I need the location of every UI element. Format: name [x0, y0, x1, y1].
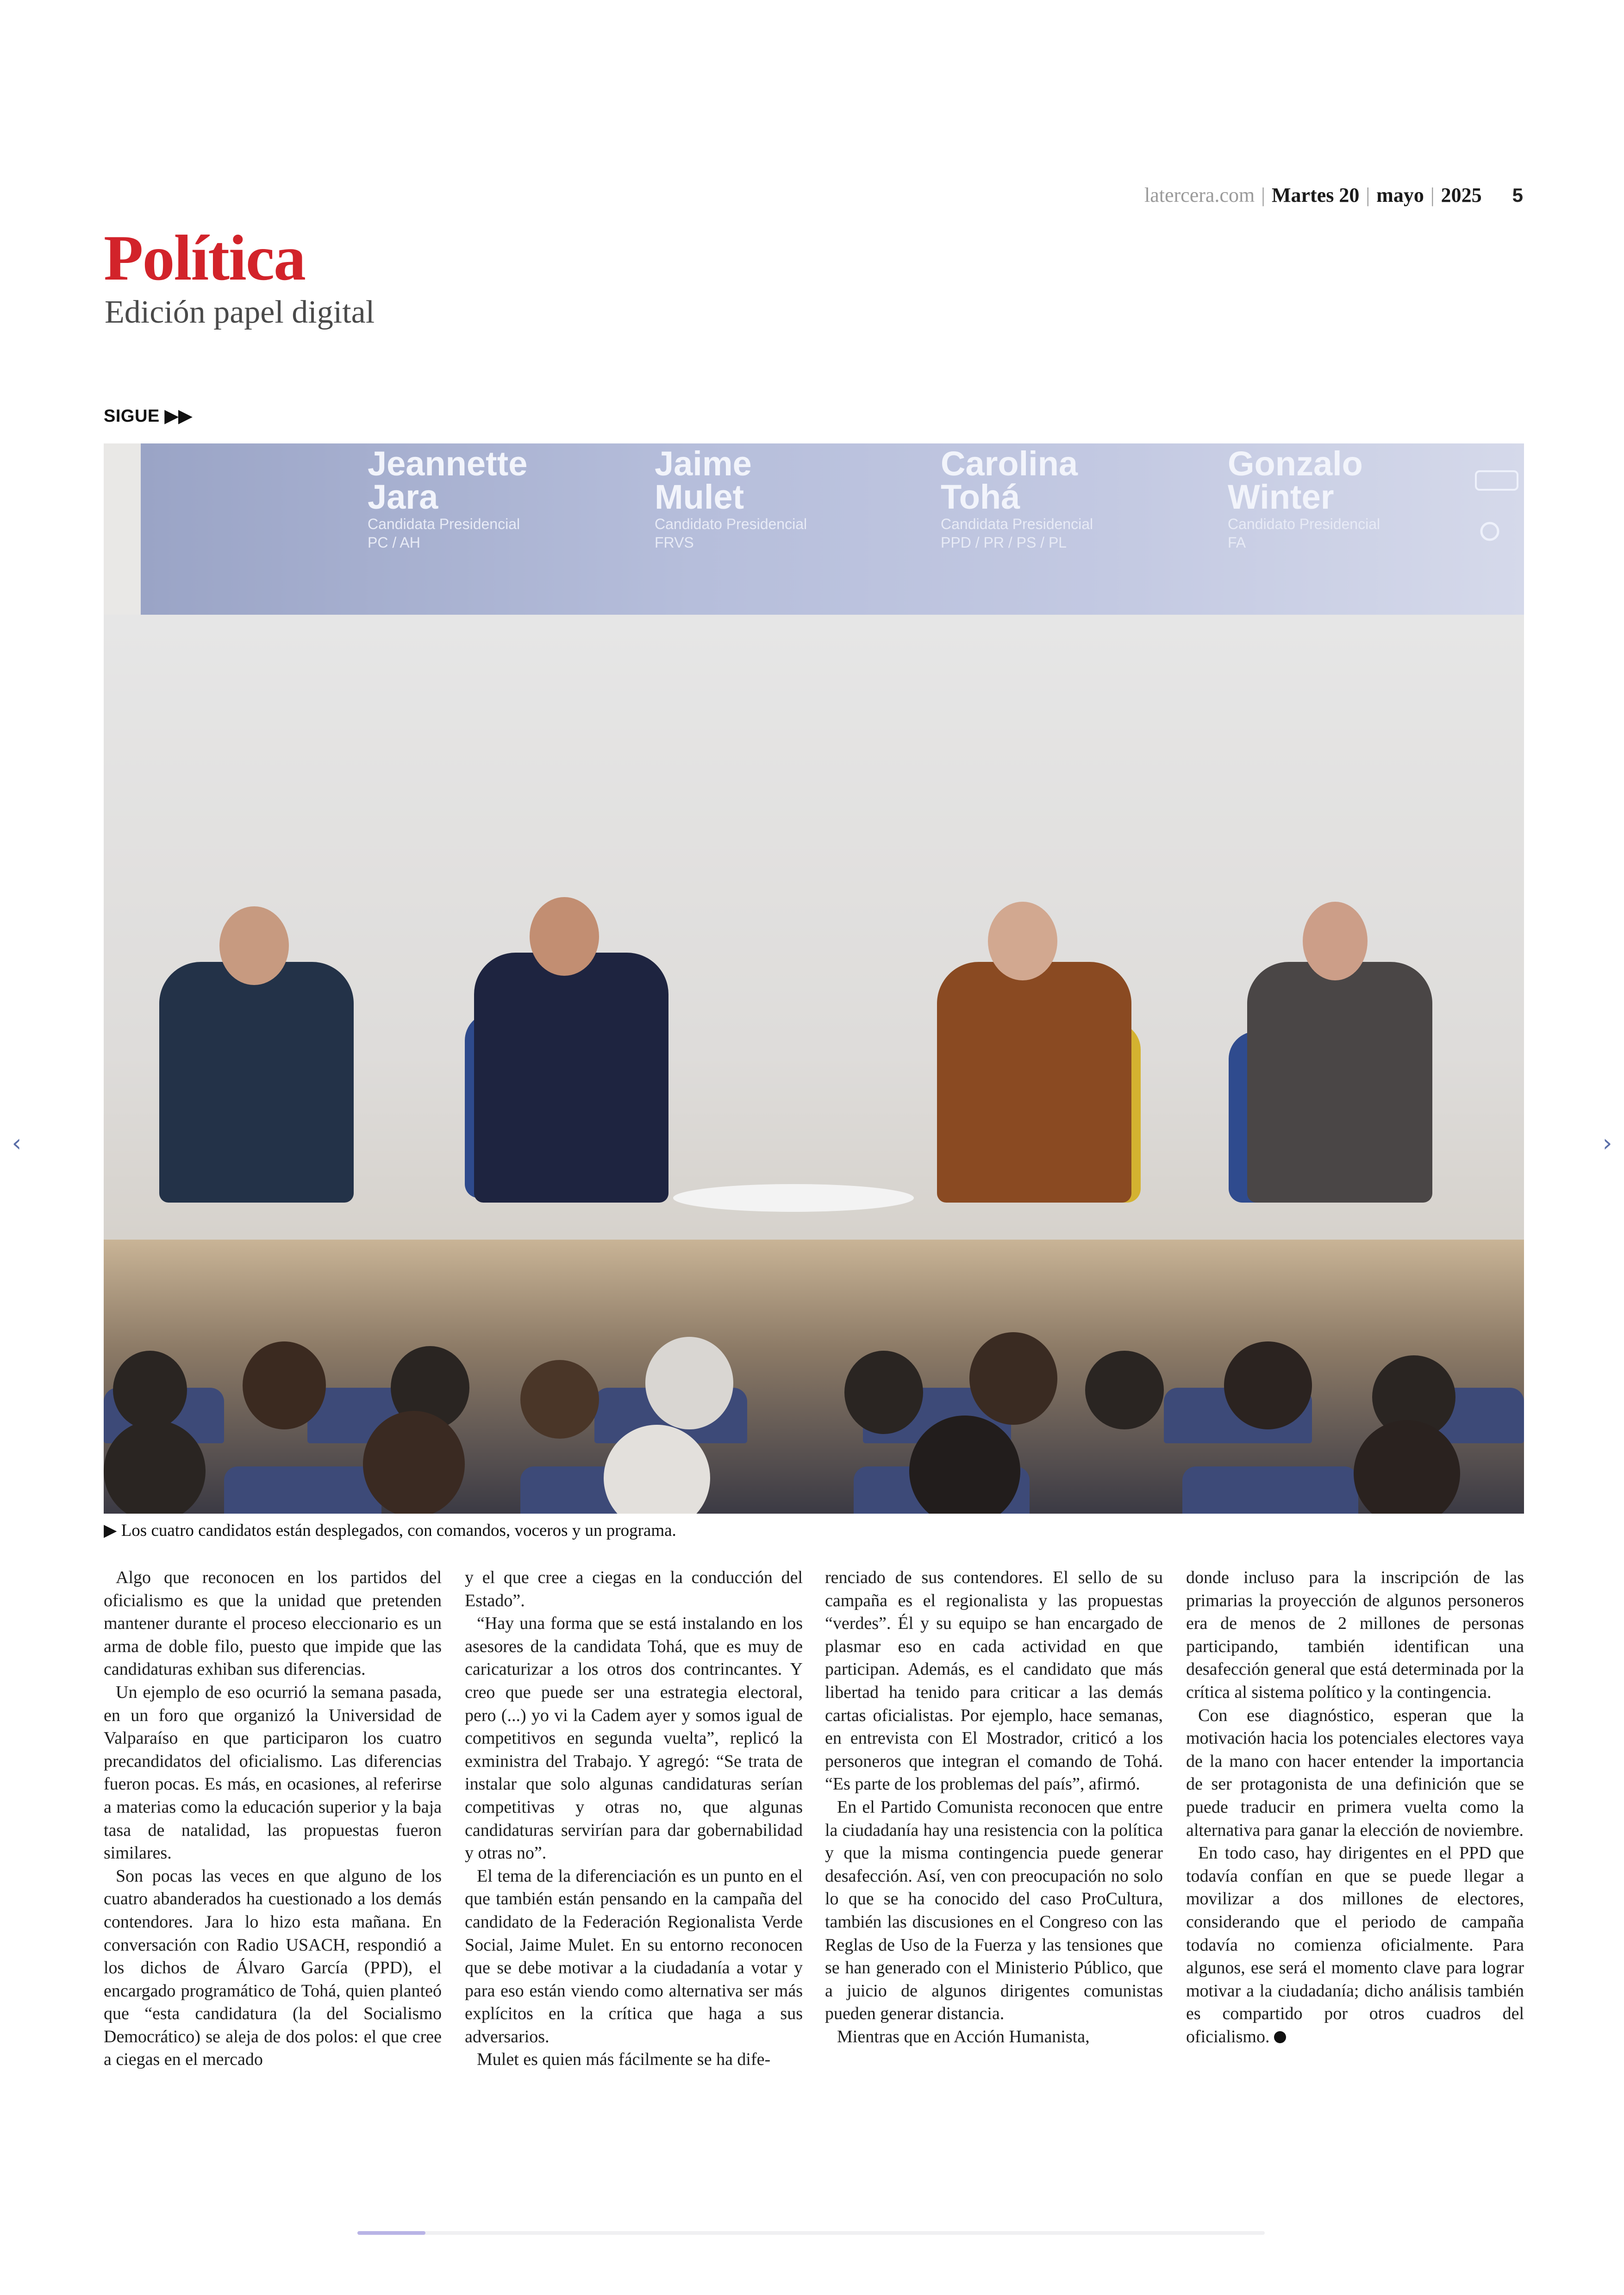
- article-column-2: [465, 1566, 803, 2071]
- panelist-toha: [1247, 962, 1432, 1203]
- paragraph: donde incluso para la inscripción de las primarias la proyección de algunos personeros era de menos de 2 millones de personas participando, también identifican una desafección general que está determinada por la crítica al sistema político y la contingencia.: [1186, 1568, 1524, 1702]
- audience: [104, 1351, 1524, 1416]
- section-title: Política: [104, 222, 305, 294]
- panelist-mulet: [474, 953, 668, 1203]
- paragraph: Un ejemplo de eso ocurrió la semana pasada, en un foro que organizó la Universidad de Valparaíso en que participaron los cuatro precandidatos del oficialismo. Las diferencias fueron pocas. Es más, en ocasiones, al referirse a materias como la educación superior y la baja tasa de natalidad, las propuestas fueron similares.: [104, 1682, 442, 1863]
- prev-page-icon[interactable]: ‹: [12, 1129, 22, 1157]
- paragraph: En el Partido Comunista reconocen que entre la ciudadanía hay una resistencia con la política y que la misma contingencia puede generar desafección. Así, ven con preocupación no solo lo que se ha conocido del caso ProCultura, también las discusiones en el Congreso con las Reglas de Uso de la Fuerza y las tensiones que se han generado con el Ministerio Público, que a juicio de algunos dirigentes comunistas pueden generar distancia.: [825, 1797, 1163, 2024]
- paragraph: Mientras que en Acción Humanista,: [837, 2027, 1090, 2046]
- paragraph: renciado de sus contendores. El sello de su campaña es el regionalista y las propuestas “verdes”. Él y su equipo se han encargado de plasmar eso en cada actividad en que participan. Además, es el candidato que más libertad ha tenido para criticar a las demás cartas oficialistas. Por ejemplo, hace semanas, en entrevista con El Mostrador, criticó a los personeros que integran el comando de Tohá. “Es parte de los problemas del país”, afirmó.: [825, 1568, 1163, 1794]
- site-name: latercera.com: [1144, 184, 1255, 206]
- projection-screen: [141, 443, 1524, 615]
- section-subtitle: Edición papel digital: [105, 294, 375, 330]
- end-of-article-icon: [1274, 2031, 1286, 2043]
- date-day: Martes 20: [1271, 184, 1360, 206]
- paragraph: “Hay una forma que se está instalando en los asesores de la candidata Tohá, que es muy de caricaturizar a los otros dos contrincantes. Y creo que puede ser una estrategia electoral, pero (...) yo vi la Cadem ayer y somos igual de competitivos en segunda vuelta”, replicó la exministra del Trabajo. Y agregó: “Se trata de instalar que solo algunas candidaturas serían competitivas y otras no, que algunas candidaturas servirían para dar gobernabilidad y otras no”.: [465, 1614, 803, 1863]
- candidate-label-toha: Carolina Tohá Candidata Presidencial PPD / PR / PS / PL: [941, 444, 1093, 551]
- date-month: mayo: [1376, 184, 1424, 206]
- paragraph: Son pocas las veces en que alguno de los cuatro abanderados ha cuestionado a los demás contendores. Jara lo hizo esta mañana. En conversación con Radio USACH, respondió a los dichos de Álvaro García (PPD), el encargado programático de Tohá, quien planteó que “esta candidatura (la del Socialismo Democrático) se aleja de dos polos: el que cree a ciegas en el mercado: [104, 1866, 442, 2070]
- paragraph: Algo que reconocen en los partidos del oficialismo es que la unidad que pretenden mantener durante el proceso eleccionario es un arma de doble filo, puesto que impide que las candidaturas exhiban sus diferencias.: [104, 1568, 442, 1679]
- next-page-icon[interactable]: ›: [1602, 1129, 1612, 1157]
- audience: [104, 1439, 1524, 1503]
- candidate-label-jara: Jeannette Jara Candidata Presidencial PC / AH: [368, 444, 528, 551]
- candidate-label-winter: Gonzalo Winter Candidato Presidencial FA: [1228, 444, 1380, 551]
- paragraph: y el que cree a ciegas en la conducción del Estado”.: [465, 1568, 803, 1610]
- panelist-winter: [159, 962, 354, 1203]
- panelist-head: [219, 906, 289, 985]
- page-progress-bar[interactable]: [357, 2231, 1265, 2235]
- panelist-head: [988, 902, 1057, 980]
- side-table: [673, 1184, 914, 1212]
- panelist-jara: [937, 962, 1131, 1203]
- divider: |: [1261, 184, 1265, 206]
- paragraph: Mulet es quien más fácilmente se ha dife-: [477, 2050, 771, 2070]
- article-column-1: [104, 1566, 442, 2071]
- panelist-head: [1303, 902, 1368, 980]
- article-column-3: [825, 1566, 1163, 2048]
- date-year: 2025: [1441, 184, 1482, 206]
- paragraph: [1186, 1842, 1524, 2048]
- continues-label: SIGUE ▶▶: [104, 406, 193, 426]
- page-number: 5: [1512, 184, 1523, 206]
- divider: |: [1366, 184, 1370, 206]
- article-column-4: [1186, 1566, 1524, 2048]
- divider: |: [1430, 184, 1435, 206]
- sponsor-logo: [1455, 462, 1524, 576]
- page-progress-fill: [357, 2231, 425, 2235]
- header-meta: [1144, 183, 1523, 207]
- photo-caption: ▶ Los cuatro candidatos están desplegados, con comandos, voceros y un programa.: [104, 1521, 676, 1540]
- paragraph: El tema de la diferenciación es un punto en el que también están pensando en la campaña del candidato de la Federación Regionalista Verde Social, Jaime Mulet. En su entorno reconocen que se debe motivar a la ciudadanía a votar y para eso están viendo como alternativa ser más explícitos en la crítica que haga a sus adversarios.: [465, 1866, 803, 2046]
- paragraph-text: En todo caso, hay dirigentes en el PPD que todavía confían en que se puede llegar a movilizar a dos millones de electores, considerando que el periodo de campaña todavía no comienza oficialmente. Para algunos, ese será el momento clave para lograr motivar a la ciudadanía; dicho análisis también es compartido por otros cuadros del oficialismo.: [1186, 1843, 1524, 2046]
- event-photo: [104, 443, 1524, 1514]
- candidate-label-mulet: Jaime Mulet Candidato Presidencial FRVS: [655, 444, 807, 551]
- paragraph: Con ese diagnóstico, esperan que la motivación hacia los potenciales electores vaya de la mano con hacer entender la importancia de ser protagonista de una definición que se puede traducir en primera vuelta como la alternativa para ganar la elección de noviembre.: [1186, 1705, 1524, 1840]
- panelist-head: [530, 897, 599, 976]
